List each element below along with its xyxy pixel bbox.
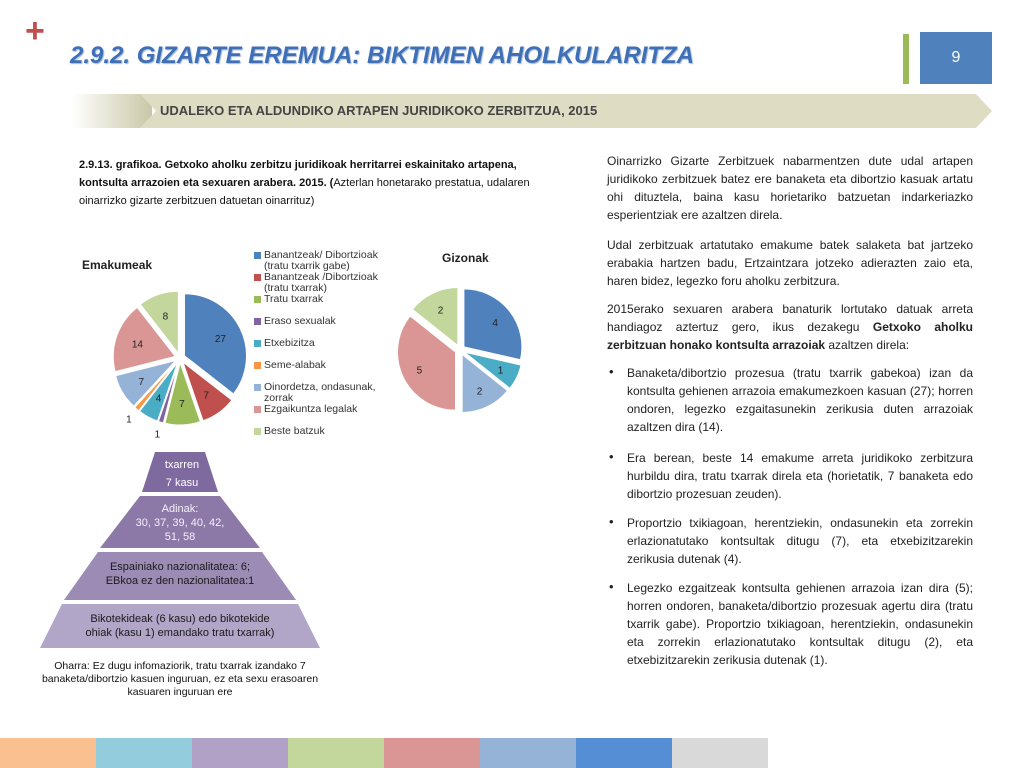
bullet-4-text: Legezko ezgaitzeak kontsulta gehienen arrazoia izan dira (5); horren ondoren, banaketa/dibortzio prozesuak agertu dira (tratu txarrik gabe). Proportzio txikiagoan, herentziekin, ondasunekin eta zorrekin erlazionatutako kontsultak ditugu (2), eta etxebizitzarekin zerikusia dutenak (1). — [627, 581, 973, 667]
pie-data-label: 27 — [214, 334, 226, 346]
legend-label: Ezgaikuntza legalak — [264, 403, 358, 415]
paragraph-3-c: azaltzen direla: — [825, 338, 910, 352]
footer-color-block — [576, 738, 672, 768]
footer-color-block — [384, 738, 480, 768]
caption-bold: 2.9.13. grafikoa. Getxoko aholku zerbitzu juridikoak herritarrei eskainitako artapena, kontsulta arrazoien eta sexuaren arabera. 2015. ( — [79, 159, 517, 189]
bullet-1-text: Banaketa/dibortzio prozesua (tratu txarrik gabekoa) izan da kontsulta gehienen arrazoia emakumezkoen kasuan (27); horren ondoren, legezko ezgaitasunekin zerikusia duten arrazoiak azaltzen dira (14). — [627, 366, 973, 434]
pyramid-tier-3-text: Espainiako nazionalitatea: 6; EBkoa ez den nazionalitatea:1 — [105, 561, 255, 587]
legend-swatch — [254, 318, 261, 325]
footer-color-block — [96, 738, 192, 768]
chart-title-men: Gizonak — [442, 251, 489, 265]
legend-label: Beste batzuk — [264, 425, 325, 437]
legend-label: Etxebizitza — [264, 337, 315, 349]
paragraph-3-a: 2015erako sexuaren arabera banaturik lortutako datuak arreta handiagoz aztertuz gero, ikus dezakegu — [607, 302, 973, 334]
legend-label: Eraso sexualak — [264, 315, 336, 327]
footer-color-block — [0, 738, 96, 768]
pie-chart-women — [100, 280, 260, 440]
bullet-1-dot: • — [609, 364, 614, 379]
footer-color-block — [288, 738, 384, 768]
accent-bar — [903, 34, 909, 84]
bullet-3-text: Proportzio txikiagoan, herentziekin, ondasunekin eta zorrekin erlazionatutako kontsultak ditugu (7), eta etxebizitzarekin zerikusia dutenak (4). — [627, 516, 973, 566]
banner-fade — [72, 94, 152, 128]
bullet-3-dot: • — [609, 514, 614, 529]
legend-swatch — [254, 362, 261, 369]
legend-label: Oinordetza, ondasunak, zorrak — [264, 381, 376, 404]
section-banner-text: UDALEKO ETA ALDUNDIKO ARTAPEN JURIDIKOKO ZERBITZUA, 2015 — [160, 103, 598, 118]
pie-data-label: 1 — [497, 365, 504, 377]
bullet-4-dot: • — [609, 579, 614, 594]
paragraph-1: Oinarrizko Gizarte Zerbitzuek nabarmentzen dute udal artapen juridikoko zerbitzuek batez ere banaketa eta dibortzio kasuak artatu ohi dituztela, baina kasu horietariko batzuetan indarkeriazko esperientziak ere azaltzen direla. — [607, 154, 973, 222]
pie-data-label: 2 — [476, 386, 483, 398]
pie-data-label: 1 — [154, 429, 161, 440]
plus-icon: + — [25, 12, 45, 50]
footer-color-block — [480, 738, 576, 768]
legend-swatch — [254, 384, 261, 391]
figure-caption — [79, 156, 539, 210]
pyramid-tier-1-line2: 7 kasu — [165, 477, 199, 489]
pyramid-tier-2-text: Adinak: 30, 37, 39, 40, 42, 51, 58 — [135, 503, 225, 543]
pie-data-label: 7 — [179, 398, 185, 410]
page-number: 9 — [920, 32, 992, 84]
footer-color-block — [192, 738, 288, 768]
pie-chart-men — [390, 280, 550, 430]
paragraph-2: Udal zerbitzuak artatutako emakume batek salaketa bat jartzeko erabakia hartzen badu, Ertzaintzara jotzeko adierazten zaio eta, haren bidez, legezko foru aholku zerbitzura. — [607, 238, 973, 288]
legend-label: Seme-alabak — [264, 359, 326, 371]
pie-data-label: 5 — [416, 365, 423, 377]
legend-label: Banantzeak/ Dibortzioak (tratu txarrik gabe) — [264, 249, 378, 272]
pie-data-label: 2 — [437, 305, 444, 317]
chart-title-women: Emakumeak — [82, 258, 153, 272]
pyramid-tier-1-line1: txarren — [164, 459, 200, 471]
pie-data-label: 8 — [162, 311, 169, 323]
legend-swatch — [254, 428, 261, 435]
legend-swatch — [254, 296, 261, 303]
legend-swatch — [254, 340, 261, 347]
bullet-2-text: Era berean, beste 14 emakume arreta juridikoko zerbitzura hurbildu dira, tratu txarrak direla eta (horietatik, 7 banaketa edo dibortzio prozesuan zeuden). — [627, 451, 973, 501]
pyramid-tier-4-text: Bikotekideak (6 kasu) edo bikotekide ohiak (kasu 1) emandako tratu txarrak) — [85, 613, 275, 639]
pie-data-label: 4 — [155, 393, 162, 405]
paragraph-3-bold: Getxoko aholku zerbitzuan honako kontsulta arrazoiak — [607, 320, 973, 352]
legend-swatch — [254, 252, 261, 259]
pie-data-label: 14 — [131, 339, 144, 351]
paragraph-3 — [607, 300, 973, 354]
pie-data-label: 4 — [492, 317, 498, 329]
pie-data-label: 7 — [138, 377, 145, 389]
pie-data-label: 7 — [203, 390, 209, 402]
bullet-2-dot: • — [609, 449, 614, 464]
legend-label: Tratu txarrak — [264, 293, 324, 305]
legend-swatch — [254, 274, 261, 281]
page-title: 2.9.2. GIZARTE EREMUA: BIKTIMEN AHOLKULARITZA — [70, 42, 695, 69]
legend-swatch — [254, 406, 261, 413]
caption-normal: Azterlan honetarako prestatua, udalaren oinarrizko gizarte zerbitzuen datuetan oinarrituz) — [79, 177, 530, 207]
legend-label: Banantzeak /Dibortzioak (tratu txarrak) — [264, 271, 378, 294]
pie-data-label: 1 — [126, 414, 132, 426]
footer-color-block — [672, 738, 768, 768]
footnote: Oharra: Ez dugu infomaziorik, tratu txarrak izandako 7 banaketa/dibortzio kasuen inguruan, ez eta sexu erasoaren kasuaren inguruan ere — [41, 660, 319, 698]
